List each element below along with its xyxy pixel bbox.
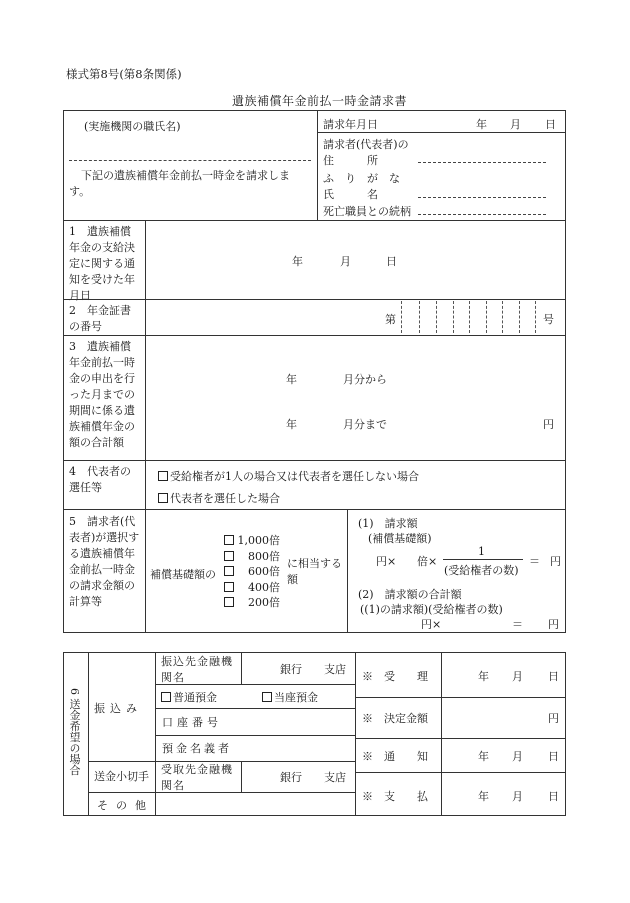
- calc2-equals: ＝: [512, 618, 523, 631]
- option2-text: 代表者を選任した場合: [170, 492, 280, 505]
- calc1-denominator: (受給権者の数): [444, 564, 519, 577]
- multiplier-option[interactable]: [224, 532, 280, 548]
- row3-year-from: 年: [286, 373, 297, 386]
- row4-option2[interactable]: [158, 490, 280, 506]
- equivalent-label: に相当する額: [287, 557, 342, 586]
- row2-prefix: 第: [385, 313, 396, 326]
- notice-year: 年: [478, 750, 489, 763]
- calc2-yen: 円×: [421, 618, 442, 631]
- current-text: 当座預金: [274, 691, 318, 704]
- day-label: 日: [545, 118, 556, 131]
- bank-field-label: 振込先金融機関名: [161, 655, 233, 684]
- decided-yen: 円: [548, 712, 559, 725]
- address-label: 住 所: [323, 154, 378, 167]
- addressee-line[interactable]: [69, 160, 311, 161]
- receipt-day: 日: [548, 670, 559, 683]
- furigana-label: ふ り が な: [323, 172, 400, 185]
- name-field[interactable]: [418, 197, 546, 198]
- notice-label: ※ 通 知: [362, 750, 428, 763]
- checkbox-icon[interactable]: [161, 692, 171, 702]
- addressee-label: (実施機関の職氏名): [84, 120, 181, 133]
- calc1-result: 円: [550, 555, 561, 568]
- section6-label: 6 送金希望の場合: [68, 688, 81, 776]
- calc2-sub: ((1)の請求額)(受給権者の数): [360, 603, 503, 616]
- current-option[interactable]: [262, 689, 318, 705]
- option1-text: 受給権者が1人の場合又は代表者を選任しない場合: [170, 470, 419, 483]
- check-bank-label: 受取先金融機関名: [161, 763, 233, 792]
- payment-day: 日: [548, 790, 559, 803]
- checkbox-icon[interactable]: [158, 471, 168, 481]
- row2-suffix: 号: [543, 313, 554, 326]
- row3-year-until: 年: [286, 418, 297, 431]
- notice-month: 月: [512, 750, 523, 763]
- row1-year: 年: [292, 255, 303, 268]
- checkbox-icon[interactable]: [224, 535, 234, 545]
- calc2-title: (2) 請求額の合計額: [358, 588, 462, 601]
- calc1-equals: ＝: [529, 555, 540, 568]
- form-number: 様式第8号(第8条関係): [66, 67, 182, 81]
- row4-option1[interactable]: [158, 468, 419, 484]
- multiplier-option[interactable]: [224, 594, 280, 610]
- checkbox-icon[interactable]: [262, 692, 272, 702]
- checkbox-icon[interactable]: [224, 582, 234, 592]
- row3-yen: 円: [543, 418, 554, 431]
- receipt-label: ※ 受 理: [362, 670, 428, 683]
- calc1-sub: (補償基礎額): [368, 532, 432, 545]
- calc1-times: 倍×: [417, 555, 438, 568]
- row4-label: 4 代表者の選任等: [69, 465, 131, 494]
- row2-label: 2 年金証書の番号: [69, 304, 131, 333]
- check-bank-suffix: 銀行 支店: [280, 771, 346, 784]
- multiplier-option[interactable]: [224, 548, 280, 564]
- decided-amount-label: ※ 決定金額: [362, 712, 428, 725]
- relation-field[interactable]: [418, 214, 546, 215]
- relation-label: 死亡職員との続柄: [323, 205, 411, 218]
- receipt-year: 年: [478, 670, 489, 683]
- multiplier-option[interactable]: [224, 579, 280, 595]
- fraction-bar: [443, 559, 523, 560]
- address-field[interactable]: [418, 162, 546, 163]
- row1-month: 月: [340, 255, 351, 268]
- check-label: 送金小切手: [94, 770, 149, 783]
- checkbox-icon[interactable]: [224, 551, 234, 561]
- ordinary-option[interactable]: [161, 689, 217, 705]
- transfer-label: 振込み: [94, 702, 142, 715]
- calc1-title: (1) 請求額: [358, 517, 418, 530]
- other-label: その他: [97, 799, 154, 812]
- calc2-result: 円: [548, 618, 559, 631]
- row5-label: 5 請求者(代表者)が選択する遺族補償年金前払一時金の請求金額の計算等: [69, 515, 140, 608]
- base-amount-label: 補償基礎額の: [150, 568, 216, 581]
- page-title: 遺族補償年金前払一時金請求書: [232, 94, 408, 108]
- payment-label: ※ 支 払: [362, 790, 428, 803]
- bank-suffix: 銀行 支店: [280, 663, 346, 676]
- request-date-label: 請求年月日: [323, 118, 378, 131]
- checkbox-icon[interactable]: [158, 493, 168, 503]
- multiplier-text: 200倍: [248, 596, 280, 609]
- year-label: 年: [476, 118, 487, 131]
- ordinary-text: 普通預金: [173, 691, 217, 704]
- calc1-numerator: 1: [478, 545, 485, 558]
- calc1-yen: 円×: [376, 555, 397, 568]
- row1-label: 1 遺族補償年金の支給決定に関する通知を受けた年月日: [69, 225, 135, 302]
- payment-month: 月: [512, 790, 523, 803]
- row3-label: 3 遺族補償年金前払一時金の申出を行った月までの期間に係る遺族補償年金の額の合計額: [69, 340, 135, 449]
- row1-day: 日: [386, 255, 397, 268]
- month-label: 月: [510, 118, 521, 131]
- account-holder-label: 預金名義者: [162, 742, 232, 755]
- multiplier-text: 800倍: [248, 549, 280, 563]
- multiplier-text: 1,000倍: [237, 534, 280, 547]
- multiplier-text: 600倍: [248, 565, 280, 578]
- claimant-label: 請求者(代表者)の: [323, 138, 409, 151]
- multiplier-text: 400倍: [248, 580, 280, 594]
- notice-day: 日: [548, 750, 559, 763]
- payment-year: 年: [478, 790, 489, 803]
- receipt-month: 月: [512, 670, 523, 683]
- name-label: 氏 名: [323, 188, 378, 201]
- checkbox-icon[interactable]: [224, 597, 234, 607]
- row3-until: 月分まで: [343, 418, 387, 431]
- account-number-label: 口座番号: [162, 716, 222, 729]
- row3-from: 月分から: [343, 373, 387, 386]
- request-text: 下記の遺族補償年金前払一時金を請求します。: [69, 169, 290, 198]
- checkbox-icon[interactable]: [224, 566, 234, 576]
- multiplier-option[interactable]: [224, 563, 280, 579]
